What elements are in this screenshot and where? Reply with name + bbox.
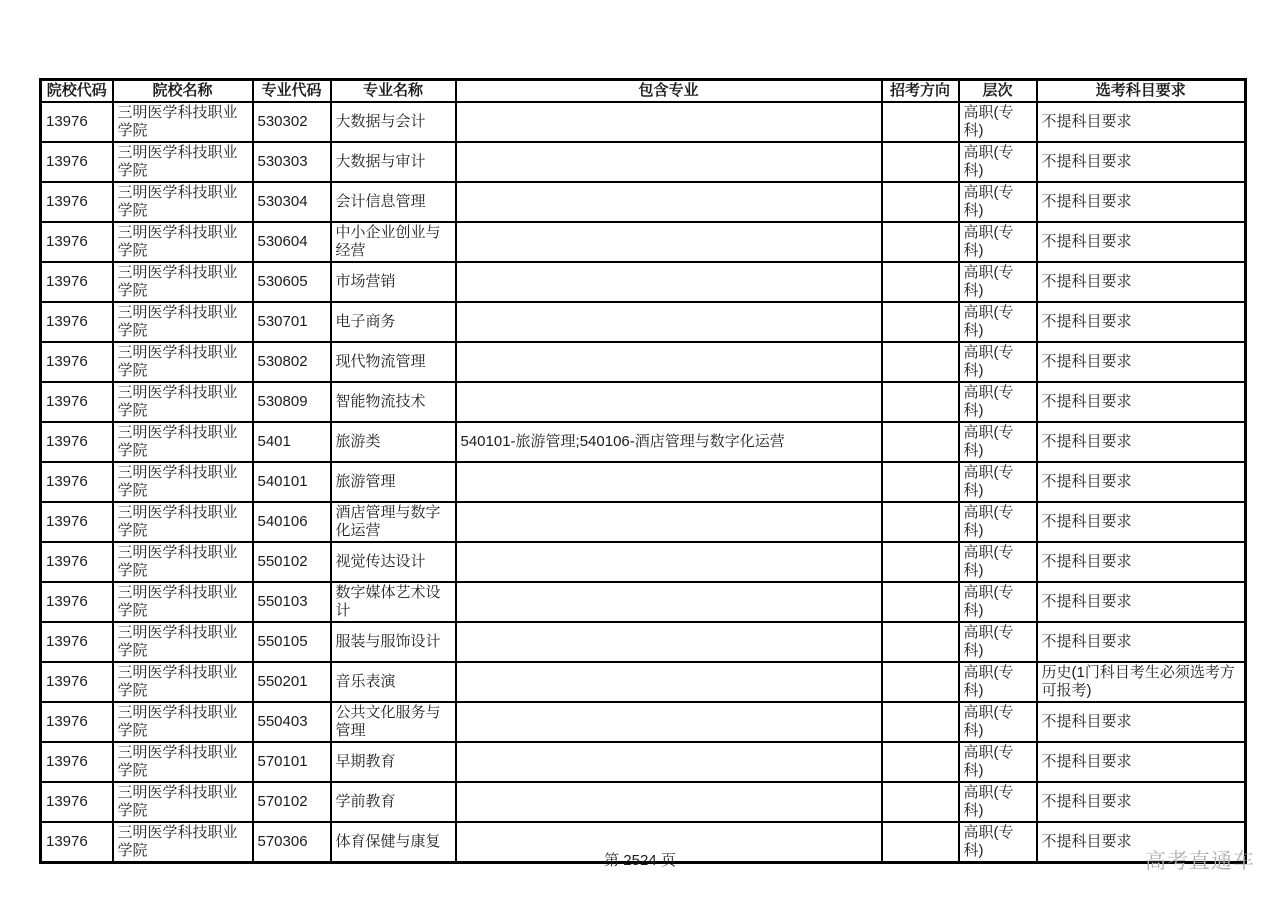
major-name-cell: 旅游类 bbox=[331, 422, 456, 462]
institution-code-cell: 13976 bbox=[41, 422, 113, 462]
level-cell: 高职(专科) bbox=[959, 102, 1037, 142]
institution-name-cell: 三明医学科技职业学院 bbox=[113, 782, 253, 822]
level-cell: 高职(专科) bbox=[959, 342, 1037, 382]
table-row bbox=[41, 622, 1246, 662]
table-row bbox=[41, 502, 1246, 542]
table-row bbox=[41, 222, 1246, 262]
header-included-majors: 包含专业 bbox=[456, 80, 882, 103]
institution-name-cell: 三明医学科技职业学院 bbox=[113, 222, 253, 262]
level-cell: 高职(专科) bbox=[959, 462, 1037, 502]
level-cell: 高职(专科) bbox=[959, 262, 1037, 302]
major-code-cell: 540106 bbox=[253, 502, 331, 542]
included-majors-cell: 540101-旅游管理;540106-酒店管理与数字化运营 bbox=[456, 422, 882, 462]
level-cell: 高职(专科) bbox=[959, 822, 1037, 863]
institution-name-cell: 三明医学科技职业学院 bbox=[113, 582, 253, 622]
institution-code-cell: 13976 bbox=[41, 582, 113, 622]
institution-code-cell: 13976 bbox=[41, 142, 113, 182]
level-cell: 高职(专科) bbox=[959, 702, 1037, 742]
recruit-direction-cell bbox=[882, 142, 959, 182]
table-row bbox=[41, 422, 1246, 462]
major-code-cell: 570101 bbox=[253, 742, 331, 782]
table-row bbox=[41, 782, 1246, 822]
included-majors-cell bbox=[456, 142, 882, 182]
institution-name-cell: 三明医学科技职业学院 bbox=[113, 142, 253, 182]
major-name-cell: 大数据与审计 bbox=[331, 142, 456, 182]
level-cell: 高职(专科) bbox=[959, 302, 1037, 342]
recruit-direction-cell bbox=[882, 102, 959, 142]
major-name-cell: 数字媒体艺术设计 bbox=[331, 582, 456, 622]
included-majors-cell bbox=[456, 622, 882, 662]
major-code-cell: 570306 bbox=[253, 822, 331, 863]
level-cell: 高职(专科) bbox=[959, 542, 1037, 582]
recruit-direction-cell bbox=[882, 222, 959, 262]
institution-code-cell: 13976 bbox=[41, 622, 113, 662]
subject-requirement-cell: 不提科目要求 bbox=[1037, 382, 1246, 422]
table-body bbox=[41, 102, 1246, 863]
table-row bbox=[41, 182, 1246, 222]
subject-requirement-cell: 不提科目要求 bbox=[1037, 502, 1246, 542]
subject-requirement-cell: 不提科目要求 bbox=[1037, 342, 1246, 382]
included-majors-cell bbox=[456, 702, 882, 742]
major-code-cell: 530303 bbox=[253, 142, 331, 182]
institution-name-cell: 三明医学科技职业学院 bbox=[113, 662, 253, 702]
table-row bbox=[41, 302, 1246, 342]
major-name-cell: 酒店管理与数字化运营 bbox=[331, 502, 456, 542]
institution-name-cell: 三明医学科技职业学院 bbox=[113, 102, 253, 142]
table-row bbox=[41, 382, 1246, 422]
subject-requirement-cell: 历史(1门科目考生必须选考方可报考) bbox=[1037, 662, 1246, 702]
major-code-cell: 550103 bbox=[253, 582, 331, 622]
major-code-cell: 530605 bbox=[253, 262, 331, 302]
table-header-row bbox=[41, 80, 1246, 103]
major-code-cell: 530701 bbox=[253, 302, 331, 342]
major-code-cell: 550102 bbox=[253, 542, 331, 582]
level-cell: 高职(专科) bbox=[959, 742, 1037, 782]
recruit-direction-cell bbox=[882, 382, 959, 422]
included-majors-cell bbox=[456, 382, 882, 422]
institution-name-cell: 三明医学科技职业学院 bbox=[113, 302, 253, 342]
major-code-cell: 530809 bbox=[253, 382, 331, 422]
subject-requirement-cell: 不提科目要求 bbox=[1037, 582, 1246, 622]
recruit-direction-cell bbox=[882, 542, 959, 582]
recruit-direction-cell bbox=[882, 502, 959, 542]
level-cell: 高职(专科) bbox=[959, 382, 1037, 422]
included-majors-cell bbox=[456, 782, 882, 822]
institution-name-cell: 三明医学科技职业学院 bbox=[113, 822, 253, 863]
table-row bbox=[41, 662, 1246, 702]
included-majors-cell bbox=[456, 222, 882, 262]
subject-requirement-cell: 不提科目要求 bbox=[1037, 742, 1246, 782]
subject-requirement-cell: 不提科目要求 bbox=[1037, 302, 1246, 342]
level-cell: 高职(专科) bbox=[959, 782, 1037, 822]
recruit-direction-cell bbox=[882, 622, 959, 662]
subject-requirement-cell: 不提科目要求 bbox=[1037, 782, 1246, 822]
included-majors-cell bbox=[456, 262, 882, 302]
major-code-cell: 530302 bbox=[253, 102, 331, 142]
major-code-cell: 550403 bbox=[253, 702, 331, 742]
subject-requirement-cell: 不提科目要求 bbox=[1037, 462, 1246, 502]
level-cell: 高职(专科) bbox=[959, 182, 1037, 222]
major-name-cell: 电子商务 bbox=[331, 302, 456, 342]
major-name-cell: 市场营销 bbox=[331, 262, 456, 302]
institution-name-cell: 三明医学科技职业学院 bbox=[113, 262, 253, 302]
recruit-direction-cell bbox=[882, 342, 959, 382]
included-majors-cell bbox=[456, 462, 882, 502]
institution-code-cell: 13976 bbox=[41, 702, 113, 742]
included-majors-cell bbox=[456, 742, 882, 782]
major-name-cell: 学前教育 bbox=[331, 782, 456, 822]
major-code-cell: 530604 bbox=[253, 222, 331, 262]
institution-name-cell: 三明医学科技职业学院 bbox=[113, 742, 253, 782]
table-row bbox=[41, 542, 1246, 582]
subject-requirement-cell: 不提科目要求 bbox=[1037, 182, 1246, 222]
institution-code-cell: 13976 bbox=[41, 742, 113, 782]
level-cell: 高职(专科) bbox=[959, 422, 1037, 462]
major-name-cell: 旅游管理 bbox=[331, 462, 456, 502]
institution-name-cell: 三明医学科技职业学院 bbox=[113, 382, 253, 422]
included-majors-cell bbox=[456, 542, 882, 582]
level-cell: 高职(专科) bbox=[959, 622, 1037, 662]
table-row bbox=[41, 582, 1246, 622]
major-name-cell: 中小企业创业与经营 bbox=[331, 222, 456, 262]
institution-name-cell: 三明医学科技职业学院 bbox=[113, 422, 253, 462]
major-name-cell: 体育保健与康复 bbox=[331, 822, 456, 863]
included-majors-cell bbox=[456, 102, 882, 142]
admission-plan-table bbox=[39, 78, 1247, 864]
table-row bbox=[41, 262, 1246, 302]
header-level: 层次 bbox=[959, 80, 1037, 103]
page-number: 第 2524 页 bbox=[604, 852, 676, 869]
recruit-direction-cell bbox=[882, 742, 959, 782]
institution-code-cell: 13976 bbox=[41, 782, 113, 822]
institution-code-cell: 13976 bbox=[41, 102, 113, 142]
recruit-direction-cell bbox=[882, 702, 959, 742]
subject-requirement-cell: 不提科目要求 bbox=[1037, 622, 1246, 662]
institution-code-cell: 13976 bbox=[41, 342, 113, 382]
major-name-cell: 视觉传达设计 bbox=[331, 542, 456, 582]
major-code-cell: 530802 bbox=[253, 342, 331, 382]
included-majors-cell bbox=[456, 502, 882, 542]
institution-code-cell: 13976 bbox=[41, 382, 113, 422]
subject-requirement-cell: 不提科目要求 bbox=[1037, 702, 1246, 742]
institution-code-cell: 13976 bbox=[41, 222, 113, 262]
major-code-cell: 530304 bbox=[253, 182, 331, 222]
included-majors-cell bbox=[456, 582, 882, 622]
institution-code-cell: 13976 bbox=[41, 662, 113, 702]
major-code-cell: 550105 bbox=[253, 622, 331, 662]
subject-requirement-cell: 不提科目要求 bbox=[1037, 822, 1246, 863]
table-row bbox=[41, 102, 1246, 142]
institution-name-cell: 三明医学科技职业学院 bbox=[113, 462, 253, 502]
institution-code-cell: 13976 bbox=[41, 302, 113, 342]
table-row bbox=[41, 462, 1246, 502]
recruit-direction-cell bbox=[882, 582, 959, 622]
watermark-text: 高考直通车 bbox=[1145, 850, 1255, 873]
institution-code-cell: 13976 bbox=[41, 182, 113, 222]
header-recruit-direction: 招考方向 bbox=[882, 80, 959, 103]
recruit-direction-cell bbox=[882, 422, 959, 462]
recruit-direction-cell bbox=[882, 782, 959, 822]
header-subject-requirement: 选考科目要求 bbox=[1037, 80, 1246, 103]
subject-requirement-cell: 不提科目要求 bbox=[1037, 542, 1246, 582]
recruit-direction-cell bbox=[882, 462, 959, 502]
major-code-cell: 5401 bbox=[253, 422, 331, 462]
table-row bbox=[41, 742, 1246, 782]
table-row bbox=[41, 142, 1246, 182]
institution-name-cell: 三明医学科技职业学院 bbox=[113, 702, 253, 742]
included-majors-cell bbox=[456, 662, 882, 702]
major-name-cell: 早期教育 bbox=[331, 742, 456, 782]
institution-code-cell: 13976 bbox=[41, 262, 113, 302]
subject-requirement-cell: 不提科目要求 bbox=[1037, 262, 1246, 302]
institution-code-cell: 13976 bbox=[41, 822, 113, 863]
major-name-cell: 公共文化服务与管理 bbox=[331, 702, 456, 742]
recruit-direction-cell bbox=[882, 662, 959, 702]
included-majors-cell bbox=[456, 182, 882, 222]
header-major-code: 专业代码 bbox=[253, 80, 331, 103]
institution-name-cell: 三明医学科技职业学院 bbox=[113, 542, 253, 582]
header-major-name: 专业名称 bbox=[331, 80, 456, 103]
major-code-cell: 540101 bbox=[253, 462, 331, 502]
major-name-cell: 现代物流管理 bbox=[331, 342, 456, 382]
level-cell: 高职(专科) bbox=[959, 222, 1037, 262]
subject-requirement-cell: 不提科目要求 bbox=[1037, 222, 1246, 262]
level-cell: 高职(专科) bbox=[959, 582, 1037, 622]
institution-name-cell: 三明医学科技职业学院 bbox=[113, 622, 253, 662]
included-majors-cell bbox=[456, 302, 882, 342]
major-code-cell: 550201 bbox=[253, 662, 331, 702]
institution-code-cell: 13976 bbox=[41, 502, 113, 542]
level-cell: 高职(专科) bbox=[959, 502, 1037, 542]
major-name-cell: 服装与服饰设计 bbox=[331, 622, 456, 662]
major-name-cell: 大数据与会计 bbox=[331, 102, 456, 142]
level-cell: 高职(专科) bbox=[959, 142, 1037, 182]
level-cell: 高职(专科) bbox=[959, 662, 1037, 702]
institution-name-cell: 三明医学科技职业学院 bbox=[113, 502, 253, 542]
major-name-cell: 音乐表演 bbox=[331, 662, 456, 702]
institution-code-cell: 13976 bbox=[41, 542, 113, 582]
recruit-direction-cell bbox=[882, 262, 959, 302]
major-code-cell: 570102 bbox=[253, 782, 331, 822]
header-institution-name: 院校名称 bbox=[113, 80, 253, 103]
table-row bbox=[41, 342, 1246, 382]
included-majors-cell bbox=[456, 342, 882, 382]
subject-requirement-cell: 不提科目要求 bbox=[1037, 142, 1246, 182]
institution-name-cell: 三明医学科技职业学院 bbox=[113, 182, 253, 222]
table-row bbox=[41, 702, 1246, 742]
recruit-direction-cell bbox=[882, 182, 959, 222]
subject-requirement-cell: 不提科目要求 bbox=[1037, 102, 1246, 142]
header-institution-code: 院校代码 bbox=[41, 80, 113, 103]
recruit-direction-cell bbox=[882, 302, 959, 342]
major-name-cell: 会计信息管理 bbox=[331, 182, 456, 222]
subject-requirement-cell: 不提科目要求 bbox=[1037, 422, 1246, 462]
institution-name-cell: 三明医学科技职业学院 bbox=[113, 342, 253, 382]
major-name-cell: 智能物流技术 bbox=[331, 382, 456, 422]
institution-code-cell: 13976 bbox=[41, 462, 113, 502]
